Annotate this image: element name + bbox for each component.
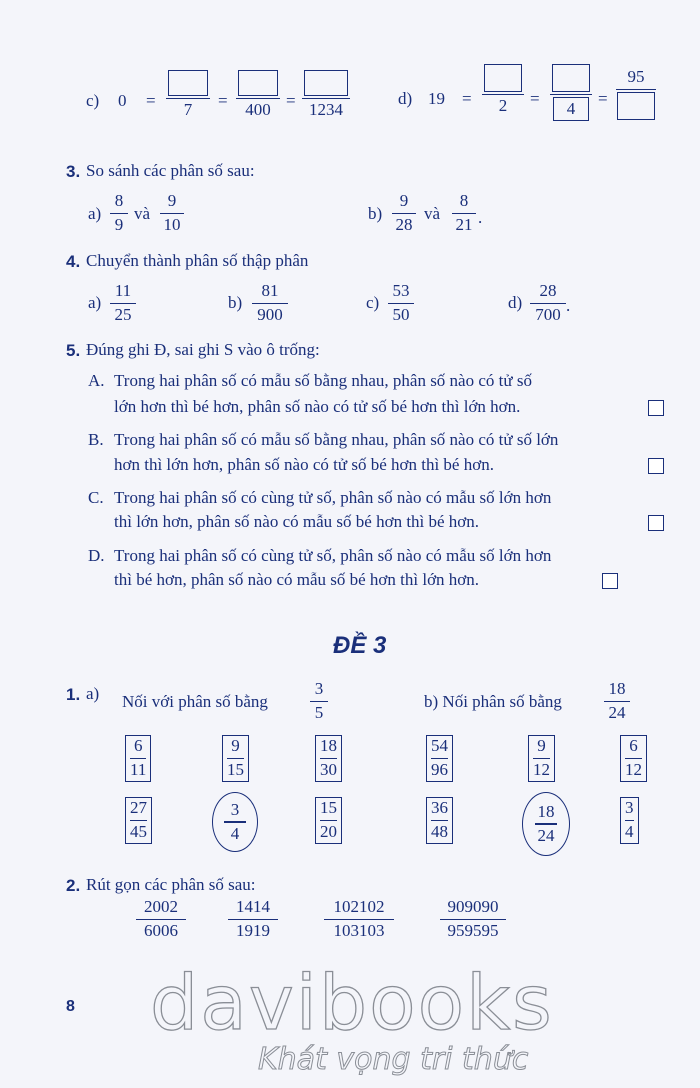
q4-title: Chuyển thành phân số thập phân (86, 251, 309, 270)
answer-box-b[interactable] (648, 458, 664, 474)
fraction: 18 24 (604, 680, 630, 723)
denominator: 7 (183, 100, 193, 120)
brand-slogan: Khát vọng tri thức (258, 1042, 529, 1077)
match-fraction[interactable]: 54 96 (426, 735, 453, 782)
q3-a-label: a) (88, 204, 102, 223)
va-text: và (134, 204, 151, 223)
match-fraction[interactable]: 3 4 (620, 797, 639, 844)
statement-d-label: D. (88, 546, 105, 565)
q4-a-label: a) (88, 293, 102, 312)
match-fraction[interactable]: 18 30 (315, 735, 342, 782)
eq: = (146, 91, 156, 110)
statement-c-label: C. (88, 488, 104, 507)
statement-b-label: B. (88, 430, 104, 449)
e1-b-text: b) Nối phân số bằng (424, 692, 562, 711)
match-fraction-target[interactable]: 18 24 (522, 792, 570, 856)
numerator: 95 (627, 67, 645, 86)
denominator-box: 4 (553, 97, 589, 121)
fraction: 3 5 (310, 680, 328, 723)
q4-d-label: d) (508, 293, 523, 312)
fraction: 9 10 (160, 192, 184, 235)
fraction: 8 9 (110, 192, 128, 235)
fraction: 28 700 (530, 282, 566, 325)
e2-title: Rút gọn các phân số sau: (86, 875, 256, 894)
eq: = (218, 91, 228, 110)
fraction: 9 28 (392, 192, 416, 235)
statement-d-line1: Trong hai phân số có cùng tử số, phân số nào có mẫu số lớn hơn (114, 546, 552, 565)
part-d-label: d) (398, 89, 413, 108)
answer-box-d[interactable] (602, 573, 618, 589)
denominator: 400 (245, 100, 271, 120)
denominator: 2 (498, 96, 508, 116)
q5-number: 5. (66, 341, 81, 360)
fraction: 909090 959595 (440, 898, 506, 941)
fraction: 2002 6006 (136, 898, 186, 941)
q4-c-label: c) (366, 293, 380, 312)
answer-box-a[interactable] (648, 400, 664, 416)
q4-number: 4. (66, 252, 81, 271)
statement-c-line1: Trong hai phân số có cùng tử số, phân số nào có mẫu số lớn hơn (114, 488, 552, 507)
statement-b-line1: Trong hai phân số có mẫu số bằng nhau, phân số nào có tử số lớn (114, 430, 559, 449)
q3-title: So sánh các phân số sau: (86, 161, 255, 180)
fraction-d3 (616, 68, 656, 120)
part-d-lead: 19 (428, 89, 445, 108)
part-c-label: c) (86, 91, 100, 110)
denominator: 1234 (309, 100, 343, 120)
fraction-c1 (166, 70, 210, 120)
brand-watermark: davibooks (150, 958, 554, 1047)
answer-box[interactable] (304, 70, 348, 96)
match-fraction[interactable]: 6 12 (620, 735, 647, 782)
part-c-lead: 0 (118, 91, 127, 110)
match-fraction-target[interactable]: 3 4 (212, 792, 258, 852)
statement-b-line2: hơn thì lớn hơn, phân số nào có tử số bé hơn thì bé hơn. (114, 455, 494, 474)
match-fraction[interactable]: 9 15 (222, 735, 249, 782)
statement-a-line2: lớn hơn thì bé hơn, phân số nào có tử số bé hơn thì lớn hơn. (114, 397, 521, 416)
q3-b-label: b) (368, 204, 383, 223)
section-title: ĐỀ 3 (333, 632, 387, 659)
fraction-d2 (550, 64, 592, 121)
eq: = (530, 89, 540, 108)
fraction-c3 (302, 70, 350, 120)
e1-a-label: a) (86, 684, 100, 703)
e2-number: 2. (66, 876, 81, 895)
q4-b-label: b) (228, 293, 243, 312)
q5-title: Đúng ghi Đ, sai ghi S vào ô trống: (86, 340, 320, 359)
fraction: 81 900 (252, 282, 288, 325)
answer-box[interactable] (617, 92, 655, 120)
eq: = (286, 91, 296, 110)
match-fraction[interactable]: 9 12 (528, 735, 555, 782)
period: . (566, 296, 571, 315)
answer-box-c[interactable] (648, 515, 664, 531)
answer-box[interactable] (552, 64, 590, 92)
statement-c-line2: thì lớn hơn, phân số nào có mẫu số bé hơn thì bé hơn. (114, 512, 480, 531)
answer-box[interactable] (168, 70, 208, 96)
match-fraction[interactable]: 36 48 (426, 797, 453, 844)
eq: = (598, 89, 608, 108)
e1-a-text: Nối với phân số bằng (122, 692, 268, 711)
q3-number: 3. (66, 162, 81, 181)
fraction-d1 (482, 64, 524, 116)
fraction: 53 50 (388, 282, 414, 325)
answer-box[interactable] (484, 64, 522, 92)
statement-a-line1: Trong hai phân số có mẫu số bằng nhau, phân số nào có tử số (114, 371, 532, 390)
fraction-c2 (236, 70, 280, 120)
va-text: và (424, 204, 441, 223)
match-fraction[interactable]: 6 11 (125, 735, 151, 782)
statement-d-line2: thì bé hơn, phân số nào có mẫu số bé hơn thì lớn hơn. (114, 570, 480, 589)
fraction: 102102 103103 (324, 898, 394, 941)
period: . (478, 208, 483, 227)
answer-box[interactable] (238, 70, 278, 96)
fraction: 8 21 (452, 192, 476, 235)
match-fraction[interactable]: 15 20 (315, 797, 342, 844)
statement-a-label: A. (88, 371, 105, 390)
fraction: 1414 1919 (228, 898, 278, 941)
page-number: 8 (66, 998, 75, 1015)
e1-number: 1. (66, 685, 81, 704)
fraction: 11 25 (110, 282, 136, 325)
match-fraction[interactable]: 27 45 (125, 797, 152, 844)
eq: = (462, 89, 472, 108)
